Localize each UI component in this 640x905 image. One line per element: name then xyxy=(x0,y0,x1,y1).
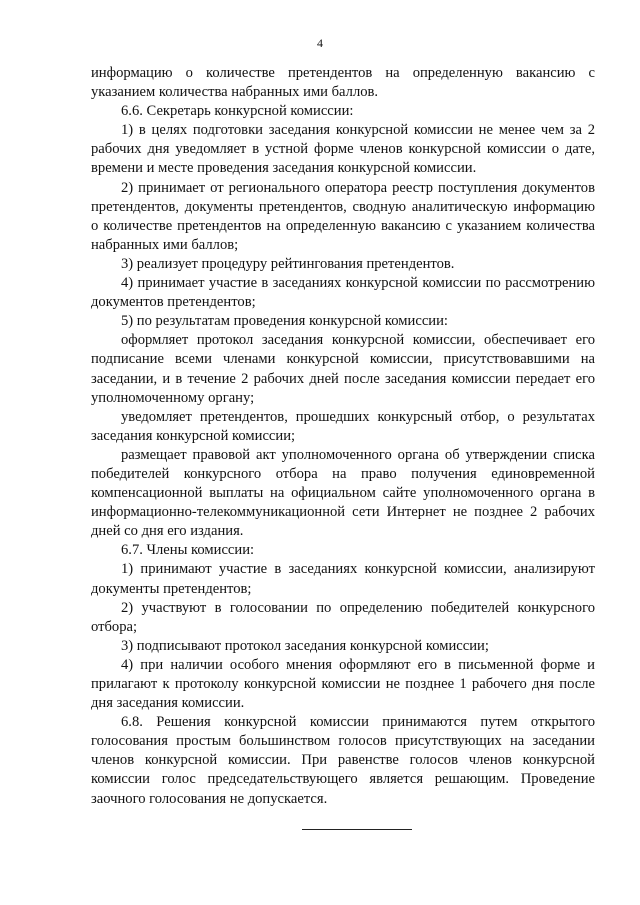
paragraph-6-6-5: 5) по результатам проведения конкурсной комиссии: xyxy=(121,313,448,330)
paragraph-6-6-3: 3) реализует процедуру рейтингования претендентов. xyxy=(121,255,455,272)
paragraph-6-7-1: 1) принимают участие в заседаниях конкурсной комиссии, анализируют документы претендентов; xyxy=(91,561,595,597)
paragraph-6-7-2: 2) участвуют в голосовании по определению победителей конкурсного отбора; xyxy=(91,599,595,635)
page-number: 4 xyxy=(317,36,323,50)
paragraph-6-6-5-publish: размещает правовой акт уполномоченного органа об утверждении списка победителей конкурсного отбора на право получения единовременной компенсационной выплаты на официальном сайте уполномоченного органа в информационно-телекоммуникационной сети Интернет не позднее 2 рабочих дней со дня его издания. xyxy=(91,446,595,540)
paragraph-6-6-heading: 6.6. Секретарь конкурсной комиссии: xyxy=(121,103,354,120)
paragraph-6-8: 6.8. Решения конкурсной комиссии принимаются путем открытого голосования простым большинством голосов присутствующих на заседании членов конкурсной комиссии. При равенстве голосов членов конкурсной комиссии голос председательствующего является решающим. Проведение заочного голосования не допускается. xyxy=(91,714,595,807)
document-body xyxy=(91,64,595,809)
paragraph-6-6-5-protocol: оформляет протокол заседания конкурсной комиссии, обеспечивает его подписание всеми членами конкурсной комиссии, присутствовавшими на заседании, и в течение 2 рабочих дней после заседания комиссии передает его уполномоченному органу; xyxy=(91,332,595,406)
end-of-text-rule xyxy=(302,829,412,830)
paragraph-6-6-2: 2) принимает от регионального оператора реестр поступления документов претендентов, документы претендентов, сводную аналитическую информацию о количестве претендентов на определенную вакансию с указанием количества набранных ими баллов; xyxy=(91,179,595,253)
paragraph-6-6-1: 1) в целях подготовки заседания конкурсной комиссии не менее чем за 2 рабочих дня уведомляет в устной форме членов конкурсной комиссии о дате, времени и месте проведения заседания конкурсной комиссии. xyxy=(91,122,595,177)
paragraph-continuation: информацию о количестве претендентов на определенную вакансию с указанием количества набранных ими баллов. xyxy=(91,65,595,101)
paragraph-6-7-3: 3) подписывают протокол заседания конкурсной комиссии; xyxy=(121,637,489,654)
paragraph-6-7-heading: 6.7. Члены комиссии: xyxy=(121,542,255,559)
paragraph-6-6-4: 4) принимает участие в заседаниях конкурсной комиссии по рассмотрению документов претендентов; xyxy=(91,275,595,311)
paragraph-6-6-5-notify: уведомляет претендентов, прошедших конкурсный отбор, о результатах заседания конкурсной комиссии; xyxy=(91,408,595,444)
paragraph-6-7-4: 4) при наличии особого мнения оформляют его в письменной форме и прилагают к протоколу конкурсной комиссии не позднее 1 рабочего дня после дня заседания комиссии. xyxy=(91,656,595,712)
